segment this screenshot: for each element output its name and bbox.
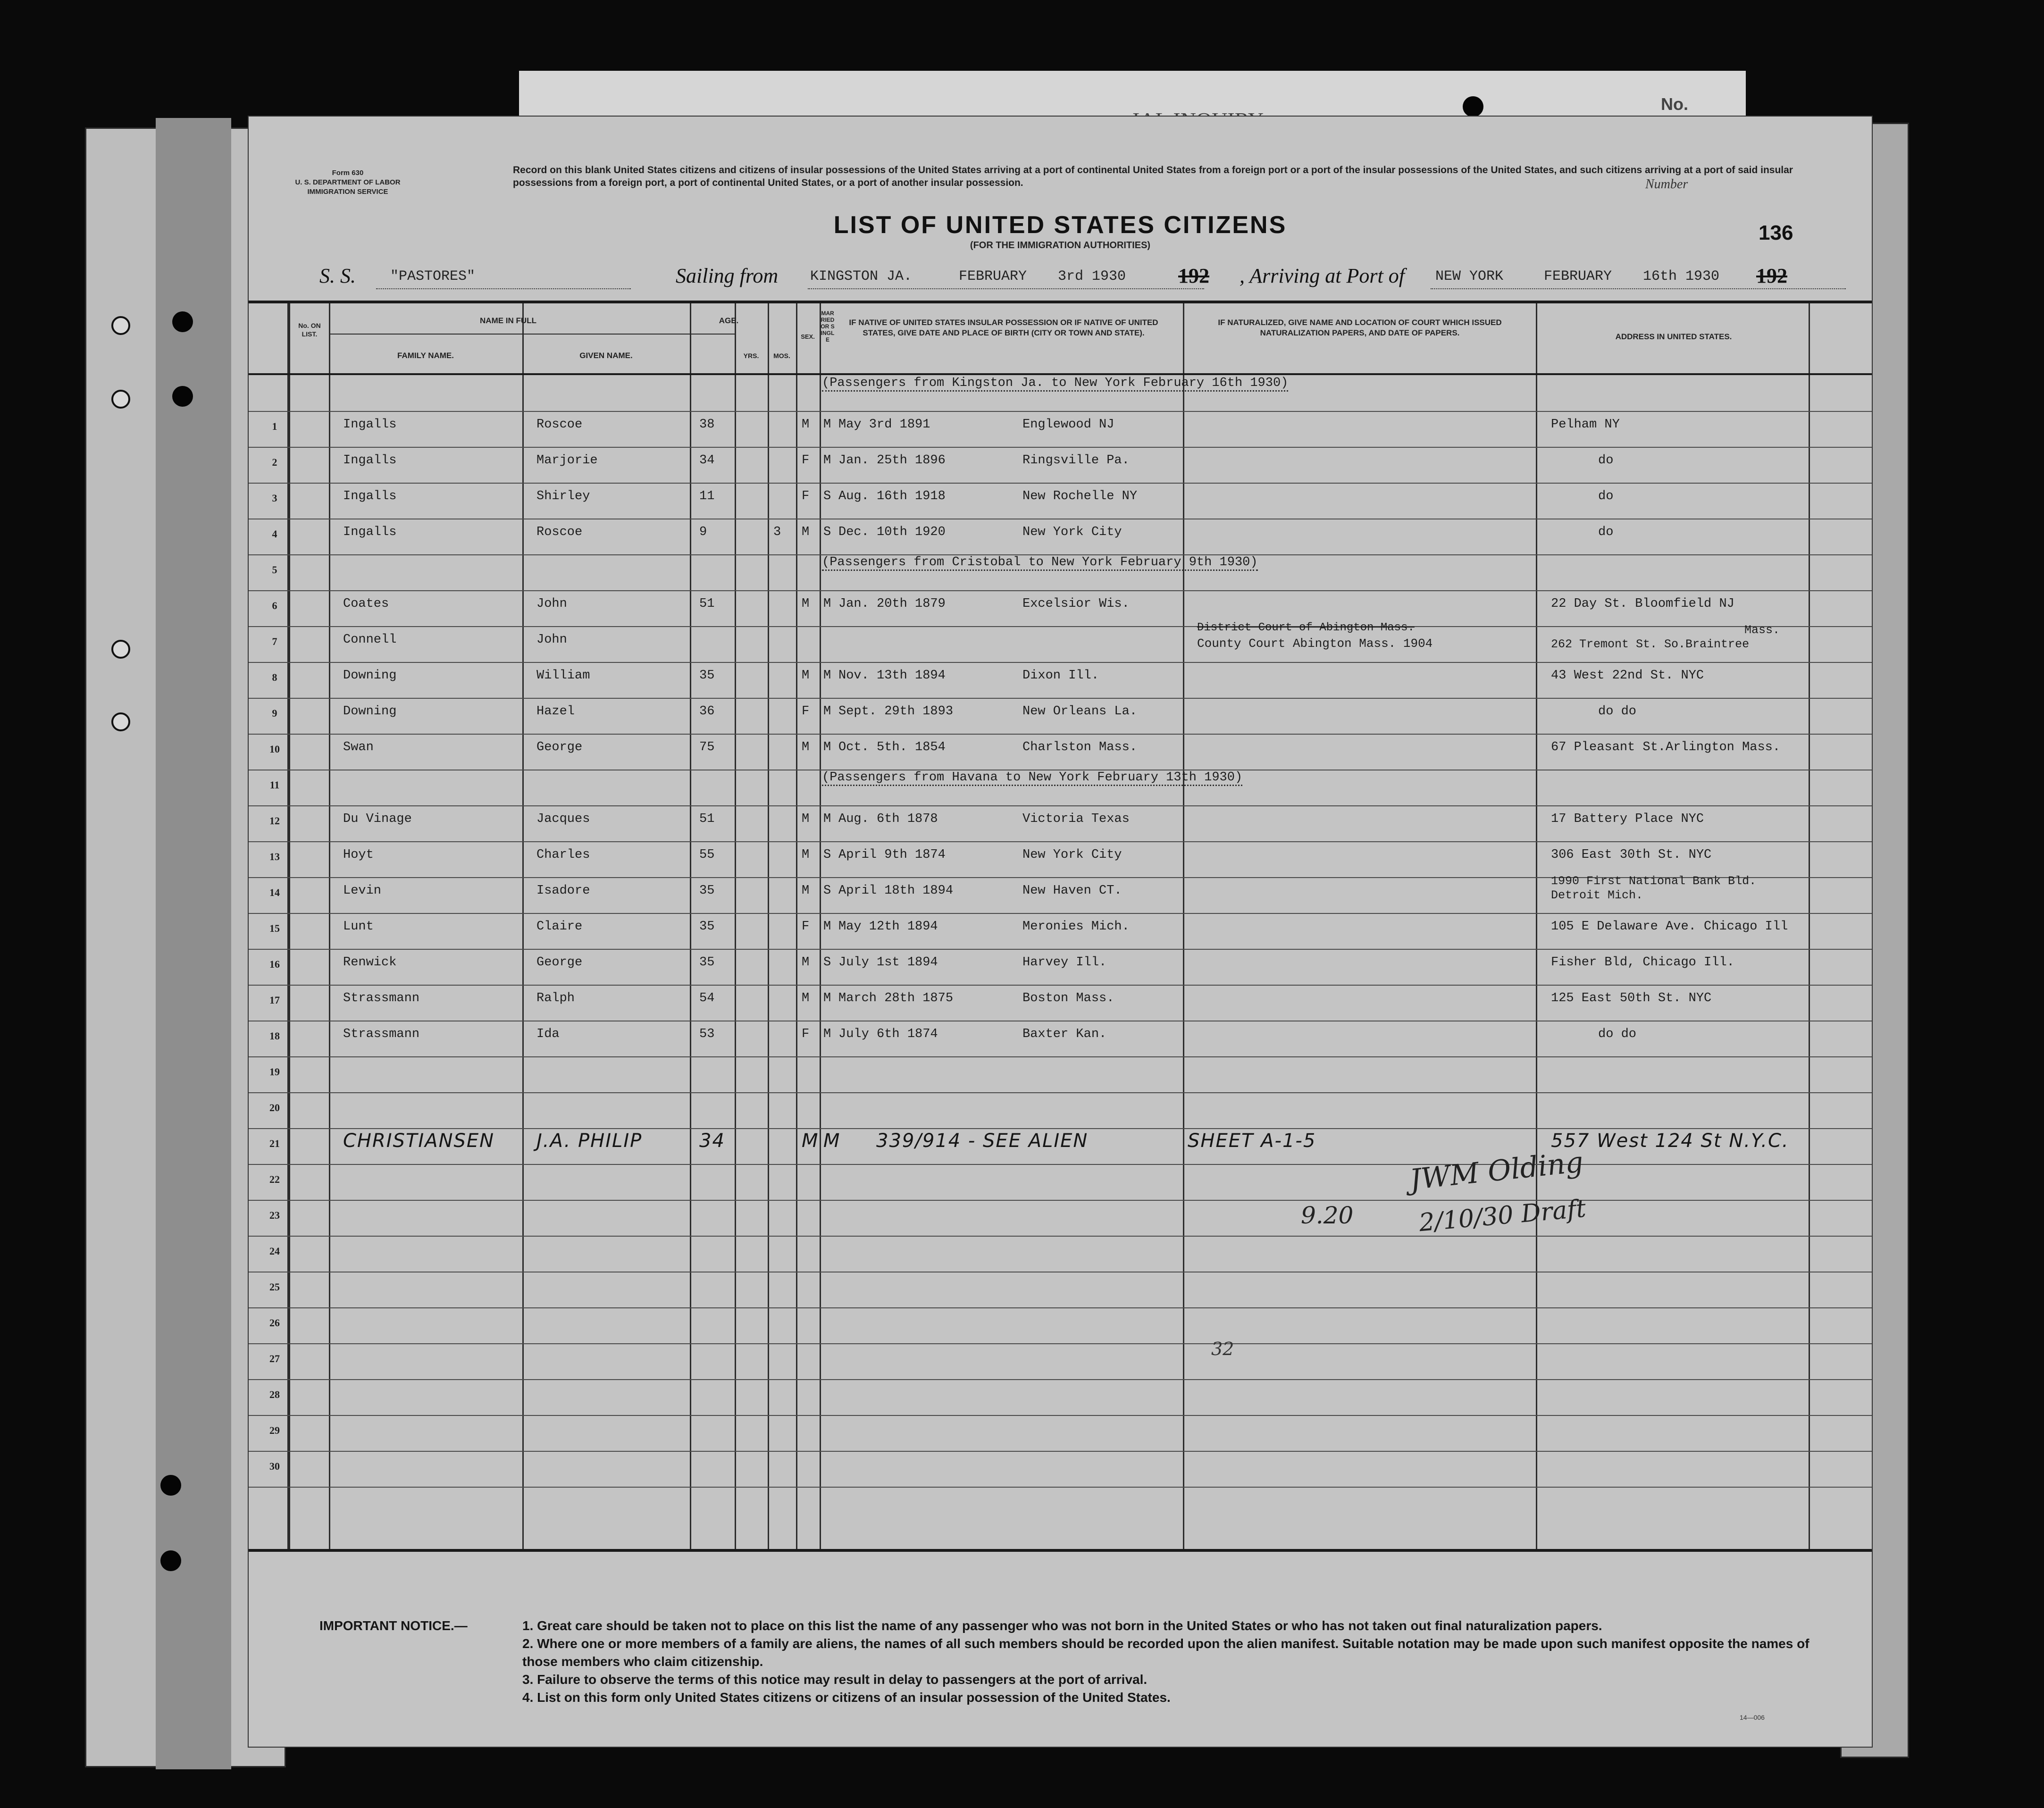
row-number: 13 [269,851,280,862]
birth-place: Meronies Mich. [1022,920,1130,934]
birth-date: Sept. 29th 1893 [838,704,954,719]
address: do do [1598,1027,1637,1041]
row-number: 21 [269,1138,280,1149]
punch-hole [111,640,130,659]
age-years: 51 [699,597,715,611]
row-number: 24 [269,1245,280,1257]
punch-hole [160,1475,181,1496]
table-row [249,1128,1872,1165]
given-name: John [536,633,567,647]
table-row [249,1236,1872,1272]
table-row [249,447,1872,484]
manifest-sheet [248,116,1873,1748]
row-number: 10 [269,743,280,755]
page-number: 136 [1759,221,1793,244]
row-number: 22 [269,1173,280,1185]
birth-date: April 18th 1894 [838,884,954,898]
table-row [249,1307,1872,1344]
age-years: 35 [699,669,715,683]
birth-place: New York City [1022,525,1122,539]
family-name: Downing [343,669,397,683]
row-number: 29 [269,1424,280,1436]
table-row [249,913,1872,950]
address: Fisher Bld, Chicago Ill. [1551,955,1734,970]
age-years: 36 [699,704,715,719]
stamp-number: 32 [1211,1339,1234,1359]
row-number: 16 [269,958,280,970]
marital-status: M [823,1130,841,1152]
section-heading: (Passengers from Havana to New York February 13th 1930) [822,770,1242,786]
family-name: CHRISTIANSEN [343,1130,495,1152]
sex: F [802,704,810,719]
row-number: 19 [269,1066,280,1078]
family-name: Strassmann [343,1027,420,1041]
age-years: 75 [699,740,715,754]
ship-name: "PASTORES" [390,268,476,285]
birth-date: April 9th 1874 [838,848,946,862]
section-heading: (Passengers from Kingston Ja. to New York February 16th 1930) [822,376,1288,392]
table-row [249,621,1872,663]
table-row [249,874,1872,914]
birth-date: Dec. 10th 1920 [838,525,946,539]
birth-date: May 3rd 1891 [838,418,930,432]
address: 17 Battery Place NYC [1551,812,1704,826]
signature-note-right: 2/10/30 Draft [1418,1194,1587,1238]
col-mos: MOS. [773,352,790,360]
marital-status: M [823,991,831,1005]
row-number: 12 [269,815,280,827]
sex: M [802,884,810,898]
row-number: 7 [272,636,277,647]
age-years: 54 [699,991,715,1005]
sex: M [802,812,810,826]
form-number-footer: 14—006 [1740,1714,1765,1721]
section-heading: (Passengers from Cristobal to New York February 9th 1930) [822,555,1258,571]
address: Detroit Mich. [1551,888,1643,902]
notice-item: 3. Failure to observe the terms of this notice may result in delay to passengers at the port of arrival. [522,1672,1148,1687]
row-number: 2 [272,456,277,468]
sex: M [802,669,810,683]
notice-item: 2. Where one or more members of a family are aliens, the names of all such members should be recorded upon the alien manifest. Suitable notation may be made upon such manifest opposite the names of those members who claim citizenship. [522,1636,1809,1669]
notice-items [522,1617,1843,1707]
voyage-line [249,264,1872,292]
marital-status: S [823,955,831,970]
age-years: 55 [699,848,715,862]
address: 67 Pleasant St.Arlington Mass. [1551,740,1781,754]
sailing-port: KINGSTON JA. [810,268,913,285]
row-number: 1 [272,420,277,432]
punch-hole [160,1550,181,1571]
family-name: Ingalls [343,453,397,468]
table-row [249,1451,1872,1488]
table-row [249,949,1872,986]
address: do [1598,453,1614,468]
birth-place: New Orleans La. [1022,704,1138,719]
birth-date: July 1st 1894 [838,955,938,970]
record-instruction: Record on this blank United States citizens and citizens of insular possessions of the United States arriving at a port of continental United States from a foreign port or a port of the insular possessions of the United States, and such citizens arriving at a port of said insular possessions from a foreign port, a port of continental United States, or a port of another insular possession. [513,165,1793,188]
birth-place: Harvey Ill. [1022,955,1107,970]
marital-status: M [823,597,831,611]
punch-hole [111,712,130,731]
table-row [249,1272,1872,1308]
birth-place: Boston Mass. [1022,991,1114,1005]
birth-date: Oct. 5th. 1854 [838,740,946,754]
birth-place: Baxter Kan. [1022,1027,1107,1041]
address-line-1: Mass. [1744,623,1780,637]
address: do [1598,525,1614,539]
given-name: George [536,740,583,754]
address: 306 East 30th St. NYC [1551,848,1712,862]
address: do [1598,489,1614,503]
marital-status: M [823,704,831,719]
birth-place: New York City [1022,848,1122,862]
row-number: 11 [269,779,280,791]
sex: M [802,1130,819,1152]
family-name: Renwick [343,955,397,970]
age-years: 35 [699,920,715,934]
birth-place: New Haven CT. [1022,884,1122,898]
age-years: 51 [699,812,715,826]
row-number: 25 [269,1281,280,1293]
passenger-table [249,301,1872,1552]
ship-fill-line [376,288,631,289]
birth-place: Excelsior Wis. [1022,597,1130,611]
table-row [249,662,1872,699]
age-years: 11 [699,489,715,503]
family-name: Ingalls [343,525,397,539]
birth-date: Jan. 25th 1896 [838,453,946,468]
marital-status: M [823,418,831,432]
punch-hole [111,390,130,409]
birth-date: July 6th 1874 [838,1027,938,1041]
punch-hole [172,311,193,332]
naturalization-court: SHEET A-1-5 [1188,1130,1316,1152]
marital-status: S [823,489,831,503]
table-row [249,1164,1872,1201]
number-label: Number [1645,177,1688,192]
age-years: 35 [699,955,715,970]
address: 557 West 124 St N.Y.C. [1551,1130,1789,1152]
punch-hole [172,386,193,407]
sex: M [802,418,810,432]
section-row [249,375,1872,412]
section-row [249,770,1872,806]
address: 125 East 50th St. NYC [1551,991,1712,1005]
sex: M [802,740,810,754]
table-row [249,483,1872,519]
address-line-1: 1990 First National Bank Bld. [1551,874,1757,888]
signature-note-left: 9.20 [1301,1202,1354,1229]
arrival-day-year: 16th 1930 [1643,268,1720,285]
row-number: 6 [272,600,277,611]
given-name: Claire [536,920,583,934]
given-name: Roscoe [536,525,583,539]
given-name: Ida [536,1027,560,1041]
sex: F [802,489,810,503]
col-family-name: FAMILY NAME. [397,351,454,360]
col-address: ADDRESS IN UNITED STATES. [1615,332,1732,341]
marital-status: S [823,884,831,898]
sex: M [802,848,810,862]
ss-label: S. S. [319,264,356,287]
table-row [249,1343,1872,1380]
given-name: Charles [536,848,590,862]
given-name: Marjorie [536,453,598,468]
family-name: Strassmann [343,991,420,1005]
given-name: Roscoe [536,418,583,432]
family-name: Coates [343,597,389,611]
birth-date: Jan. 20th 1879 [838,597,946,611]
service-name: IMMIGRATION SERVICE [307,188,388,196]
marital-status: M [823,453,831,468]
marital-status: M [823,740,831,754]
birth-date: Nov. 13th 1894 [838,669,946,683]
header-rule [329,334,735,335]
family-name: Levin [343,884,382,898]
marital-status: M [823,920,831,934]
row-number: 26 [269,1317,280,1329]
given-name: John [536,597,567,611]
row-number: 5 [272,564,277,576]
sex: F [802,920,810,934]
table-row [249,734,1872,770]
sailing-label: Sailing from [676,264,779,287]
department-name: U. S. DEPARTMENT OF LABOR [295,178,401,186]
col-naturalized-info: IF NATURALIZED, GIVE NAME AND LOCATION OF COURT WHICH ISSUED NATURALIZATION PAPERS, AND DATE OF PAPERS. [1218,318,1502,337]
row-number: 18 [269,1030,280,1042]
table-row [249,590,1872,627]
sex: F [802,1027,810,1041]
form-id [286,168,409,197]
age-years: 38 [699,418,715,432]
sex: M [802,525,810,539]
given-name: Hazel [536,704,575,719]
family-name: Ingalls [343,489,397,503]
col-married-single: MARRIED OR SINGLE [821,310,835,343]
age-years: 53 [699,1027,715,1041]
marital-status: M [823,1027,831,1041]
row-number: 3 [272,492,277,504]
page-title: LIST OF UNITED STATES CITIZENS [833,211,1287,239]
col-name-in-full: NAME IN FULL [480,316,536,325]
col-age: AGE. [719,316,739,325]
table-row [249,805,1872,842]
age-years: 34 [699,453,715,468]
table-row [249,1200,1872,1237]
address: do do [1598,704,1637,719]
row-number: 17 [269,994,280,1006]
no-label: No. [1661,94,1688,114]
age-years: 35 [699,884,715,898]
given-name: Isadore [536,884,590,898]
row-number: 4 [272,528,277,540]
given-name: Jacques [536,812,590,826]
family-name: Du Vinage [343,812,412,826]
age-years: 9 [699,525,707,539]
marital-status: M [823,812,831,826]
notice-item: 1. Great care should be taken not to place on this list the name of any passenger who was not born in the United States or who has not taken out final naturalization papers. [522,1618,1602,1633]
table-row [249,411,1872,448]
address: 43 West 22nd St. NYC [1551,669,1704,683]
col-yrs: YRS. [743,352,759,360]
col-no-on-list: No. ON LIST. [298,322,321,338]
marital-status: S [823,848,831,862]
naturalization-struck: District Court of Abington Mass. [1197,621,1415,634]
row-number: 8 [272,671,277,683]
arrival-printed-year: 192 [1756,264,1787,287]
arrival-port: NEW YORK [1435,268,1504,285]
birth-place: Charlston Mass. [1022,740,1138,754]
notice-lead: IMPORTANT NOTICE.— [319,1618,468,1633]
section-row [249,554,1872,591]
birth-date: Aug. 16th 1918 [838,489,946,503]
birth-place: Dixon Ill. [1022,669,1099,683]
row-number: 28 [269,1389,280,1400]
row-number: 14 [269,887,280,898]
address: 262 Tremont St. So.Braintree [1551,637,1750,651]
family-name: Hoyt [343,848,374,862]
given-name: Shirley [536,489,590,503]
table-row [249,698,1872,735]
table-row [249,1021,1872,1057]
family-name: Ingalls [343,418,397,432]
family-name: Connell [343,633,397,647]
row-number: 30 [269,1460,280,1472]
given-name: J.A. PHILIP [536,1130,643,1152]
sex: M [802,597,810,611]
page-subtitle: (FOR THE IMMIGRATION AUTHORITIES) [970,240,1151,251]
address: Pelham NY [1551,418,1620,432]
row-number: 27 [269,1353,280,1364]
table-row [249,1415,1872,1452]
sailing-month: FEBRUARY [959,268,1027,285]
birth-date: Aug. 6th 1878 [838,812,938,826]
sex: M [802,991,810,1005]
marital-status: S [823,525,831,539]
sailing-day-year: 3rd 1930 [1058,268,1126,285]
arrival-fill-line [1431,288,1846,289]
row-number: 9 [272,707,277,719]
age-months: 3 [773,525,781,539]
row-number: 23 [269,1209,280,1221]
age-years: 34 [699,1130,725,1152]
table-row [249,1379,1872,1416]
family-name: Swan [343,740,374,754]
birth-date: 339/914 - SEE ALIEN [876,1130,1089,1152]
given-name: William [536,669,590,683]
marital-status: M [823,669,831,683]
table-row [249,985,1872,1021]
row-number: 15 [269,922,280,934]
background-paper-strip [156,118,231,1769]
family-name: Downing [343,704,397,719]
arriving-label: , Arriving at Port of [1240,264,1405,287]
sailing-fill-line [808,288,1204,289]
given-name: George [536,955,583,970]
birth-place: Ringsville Pa. [1022,453,1130,468]
sex: F [802,453,810,468]
row-number: 20 [269,1102,280,1113]
col-given-name: GIVEN NAME. [579,351,633,360]
birth-place: New Rochelle NY [1022,489,1138,503]
col-native-info: IF NATIVE OF UNITED STATES INSULAR POSSESSION OR IF NATIVE OF UNITED STATES, GIVE DATE AND PLACE OF BIRTH (CITY OR TOWN AND STATE). [849,318,1158,337]
birth-date: March 28th 1875 [838,991,954,1005]
given-name: Ralph [536,991,575,1005]
arrival-month: FEBRUARY [1544,268,1612,285]
punch-hole [1463,96,1483,117]
naturalization-court: County Court Abington Mass. 1904 [1197,636,1433,651]
punch-hole [111,316,130,335]
family-name: Lunt [343,920,374,934]
birth-place: Victoria Texas [1022,812,1130,826]
table-row [249,841,1872,878]
address: 22 Day St. Bloomfield NJ [1551,597,1734,611]
birth-place: Englewood NJ [1022,418,1114,432]
table-row [249,1092,1872,1129]
form-number: Form 630 [332,169,364,177]
inspector-signature: JWM Olding [1408,1145,1585,1197]
birth-date: May 12th 1894 [838,920,938,934]
address: 105 E Delaware Ave. Chicago Ill [1551,920,1788,934]
notice-item: 4. List on this form only United States citizens or citizens of an insular possession of the United States. [522,1690,1171,1705]
sex: M [802,955,810,970]
table-row [249,519,1872,555]
sailing-printed-year: 192 [1178,264,1209,287]
table-row [249,1056,1872,1093]
col-sex: SEX. [801,333,815,340]
